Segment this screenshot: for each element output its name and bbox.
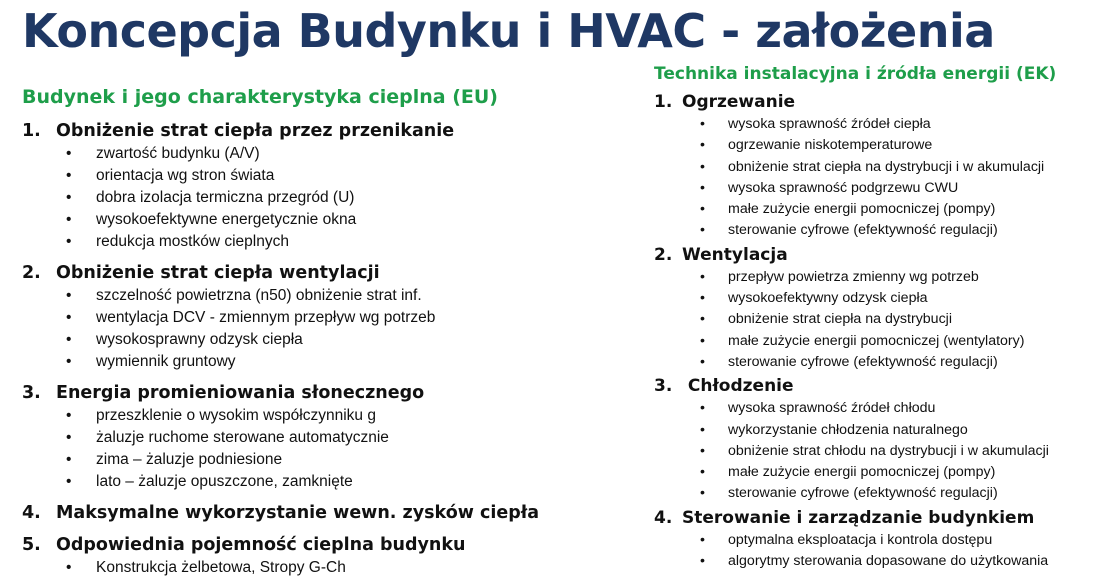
list-item-text: sterowanie cyfrowe (efektywność regulacji): [728, 353, 998, 370]
bullet-icon: •: [66, 353, 72, 370]
list-item: [22, 405, 622, 427]
bullet-icon: •: [66, 451, 72, 468]
bullet-icon: •: [700, 179, 705, 196]
bullet-icon: •: [66, 407, 72, 424]
group-number: 1.: [654, 92, 673, 112]
list-item: [654, 420, 1109, 441]
group-number: 2.: [654, 244, 673, 265]
right-group-2: [654, 243, 1109, 373]
bullet-icon: •: [700, 201, 705, 218]
list-item-text: wentylacja DCV - zmiennym przepływ wg potrzeb: [96, 309, 436, 326]
list-item: [22, 165, 622, 187]
list-item-text: wykorzystanie chłodzenia naturalnego: [728, 421, 968, 438]
list-item-text: obniżenie strat ciepła na dystrybucji i w akumulacji: [728, 158, 1045, 175]
bullet-icon: •: [66, 233, 72, 250]
group-number: 3.: [654, 376, 673, 397]
group-title-text: Energia promieniowania słonecznego: [56, 383, 425, 403]
right-column: [654, 62, 1109, 573]
list-item: [22, 351, 622, 373]
list-item-text: zima – żaluzje podniesione: [96, 451, 283, 468]
list-item: [654, 331, 1109, 352]
bullet-icon: •: [700, 290, 705, 307]
group-title-text: Odpowiednia pojemność cieplna budynku: [56, 535, 466, 555]
list-item: [22, 471, 622, 493]
left-column: [22, 84, 622, 579]
list-item: [22, 449, 622, 471]
list-item: [22, 209, 622, 231]
list-item-text: obniżenie strat ciepła na dystrybucji: [728, 311, 952, 328]
list-item-text: obniżenie strat chłodu na dystrybucji i w akumulacji: [728, 442, 1049, 459]
bullet-list: [654, 530, 1109, 573]
group-number: 4.: [22, 503, 41, 523]
list-item-text: wysokoefektywne energetycznie okna: [96, 211, 357, 228]
bullet-icon: •: [66, 145, 72, 162]
list-item: [654, 114, 1109, 135]
bullet-icon: •: [66, 211, 72, 228]
bullet-icon: •: [700, 553, 705, 570]
group-title: [22, 501, 622, 525]
list-item-text: szczelność powietrzna (n50) obniżenie strat inf.: [96, 287, 422, 304]
bullet-icon: •: [700, 158, 705, 175]
group-number: 4.: [654, 507, 673, 528]
list-item-text: redukcja mostków cieplnych: [96, 233, 289, 250]
bullet-list: [22, 143, 622, 253]
group-title-text: Sterowanie i zarządzanie budynkiem: [682, 507, 1035, 528]
group-title: [22, 119, 622, 143]
list-item-text: wysoka sprawność źródeł chłodu: [728, 400, 936, 417]
bullet-list: [22, 557, 622, 579]
list-item: [654, 220, 1109, 241]
left-group-3: [22, 381, 622, 493]
list-item: [654, 462, 1109, 483]
bullet-icon: •: [66, 559, 72, 576]
left-group-1: [22, 119, 622, 253]
list-item-text: sterowanie cyfrowe (efektywność regulacji): [728, 485, 998, 502]
list-item-text: wysokosprawny odzysk ciepła: [96, 331, 303, 348]
bullet-icon: •: [700, 442, 705, 459]
list-item: [654, 352, 1109, 373]
list-item: [654, 135, 1109, 156]
group-title-text: Wentylacja: [682, 244, 788, 265]
right-group-1: [654, 90, 1109, 242]
list-item-text: wymiennik gruntowy: [96, 353, 236, 370]
list-item: [654, 483, 1109, 504]
list-item-text: wysoka sprawność źródeł ciepła: [728, 116, 931, 132]
bullet-icon: •: [66, 473, 72, 490]
left-group-5: [22, 533, 622, 579]
group-title-text: Chłodzenie: [682, 376, 794, 397]
bullet-icon: •: [700, 353, 705, 370]
list-item-text: Konstrukcja żelbetowa, Stropy G-Ch: [96, 559, 346, 576]
list-item-text: wysoka sprawność podgrzewu CWU: [728, 179, 959, 196]
group-title: [654, 506, 1109, 530]
bullet-icon: •: [66, 309, 72, 326]
bullet-icon: •: [66, 287, 72, 304]
group-title-text: Obniżenie strat ciepła wentylacji: [56, 263, 380, 283]
bullet-list: [654, 267, 1109, 373]
bullet-icon: •: [66, 429, 72, 446]
list-item: [22, 307, 622, 329]
bullet-list: [22, 285, 622, 373]
list-item: [22, 557, 622, 579]
list-item: [654, 441, 1109, 462]
list-item: [654, 288, 1109, 309]
group-number: 1.: [22, 121, 41, 141]
group-title: [654, 90, 1109, 114]
group-title-text: Obniżenie strat ciepła przez przenikanie: [56, 121, 455, 141]
list-item: [22, 231, 622, 253]
list-item: [654, 530, 1109, 551]
list-item-text: dobra izolacja termiczna przegród (U): [96, 189, 355, 206]
page-title: Koncepcja Budynku i HVAC - założenia: [22, 4, 995, 58]
list-item-text: małe zużycie energii pomocniczej (pompy): [728, 464, 996, 481]
list-item-text: żaluzje ruchome sterowane automatycznie: [96, 429, 389, 446]
list-item: [654, 178, 1109, 199]
right-section-heading: Technika instalacyjna i źródła energii (EK): [654, 64, 1057, 84]
bullet-icon: •: [700, 421, 705, 438]
bullet-icon: •: [700, 485, 705, 502]
bullet-list: [654, 114, 1109, 242]
bullet-icon: •: [700, 222, 705, 239]
bullet-icon: •: [700, 116, 705, 132]
group-title: [654, 243, 1109, 267]
list-item-text: małe zużycie energii pomocniczej (wentylatory): [728, 332, 1025, 349]
bullet-icon: •: [66, 331, 72, 348]
list-item: [22, 427, 622, 449]
list-item-text: zwartość budynku (A/V): [96, 145, 260, 162]
list-item-text: sterowanie cyfrowe (efektywność regulacji): [728, 222, 998, 239]
list-item: [22, 187, 622, 209]
bullet-icon: •: [700, 311, 705, 328]
list-item-text: przeszklenie o wysokim współczynniku g: [96, 407, 376, 424]
right-group-3: [654, 374, 1109, 504]
list-item-text: wysokoefektywny odzysk ciepła: [728, 290, 928, 307]
bullet-list: [654, 398, 1109, 504]
list-item-text: algorytmy sterowania dopasowane do użytkowania: [728, 553, 1049, 570]
group-title: [22, 533, 622, 557]
bullet-icon: •: [700, 332, 705, 349]
bullet-list: [22, 405, 622, 493]
list-item-text: przepływ powietrza zmienny wg potrzeb: [728, 268, 979, 285]
list-item: [654, 398, 1109, 419]
group-number: 2.: [22, 263, 41, 283]
list-item: [22, 285, 622, 307]
list-item-text: orientacja wg stron świata: [96, 167, 275, 184]
left-section-heading: Budynek i jego charakterystyka cieplna (EU): [22, 86, 498, 108]
bullet-icon: •: [700, 464, 705, 481]
list-item: [654, 309, 1109, 330]
list-item: [654, 551, 1109, 572]
bullet-icon: •: [700, 400, 705, 417]
list-item: [654, 267, 1109, 288]
right-group-4: [654, 506, 1109, 573]
bullet-icon: •: [700, 531, 705, 548]
bullet-icon: •: [66, 189, 72, 206]
list-item: [22, 329, 622, 351]
group-title: [654, 374, 1109, 398]
list-item: [654, 199, 1109, 220]
list-item-text: optymalna eksploatacja i kontrola dostępu: [728, 531, 993, 548]
list-item: [654, 157, 1109, 178]
list-item-text: ogrzewanie niskotemperaturowe: [728, 137, 933, 154]
group-number: 3.: [22, 383, 41, 403]
group-title-text: Maksymalne wykorzystanie wewn. zysków ciepła: [56, 503, 540, 523]
bullet-icon: •: [700, 137, 705, 154]
list-item-text: lato – żaluzje opuszczone, zamknięte: [96, 473, 353, 490]
left-group-4: [22, 501, 622, 525]
bullet-icon: •: [66, 167, 72, 184]
group-title: [22, 381, 622, 405]
group-title-text: Ogrzewanie: [682, 92, 796, 112]
left-group-2: [22, 261, 622, 373]
list-item: [22, 143, 622, 165]
bullet-icon: •: [700, 268, 705, 285]
group-number: 5.: [22, 535, 41, 555]
list-item-text: małe zużycie energii pomocniczej (pompy): [728, 201, 996, 218]
group-title: [22, 261, 622, 285]
